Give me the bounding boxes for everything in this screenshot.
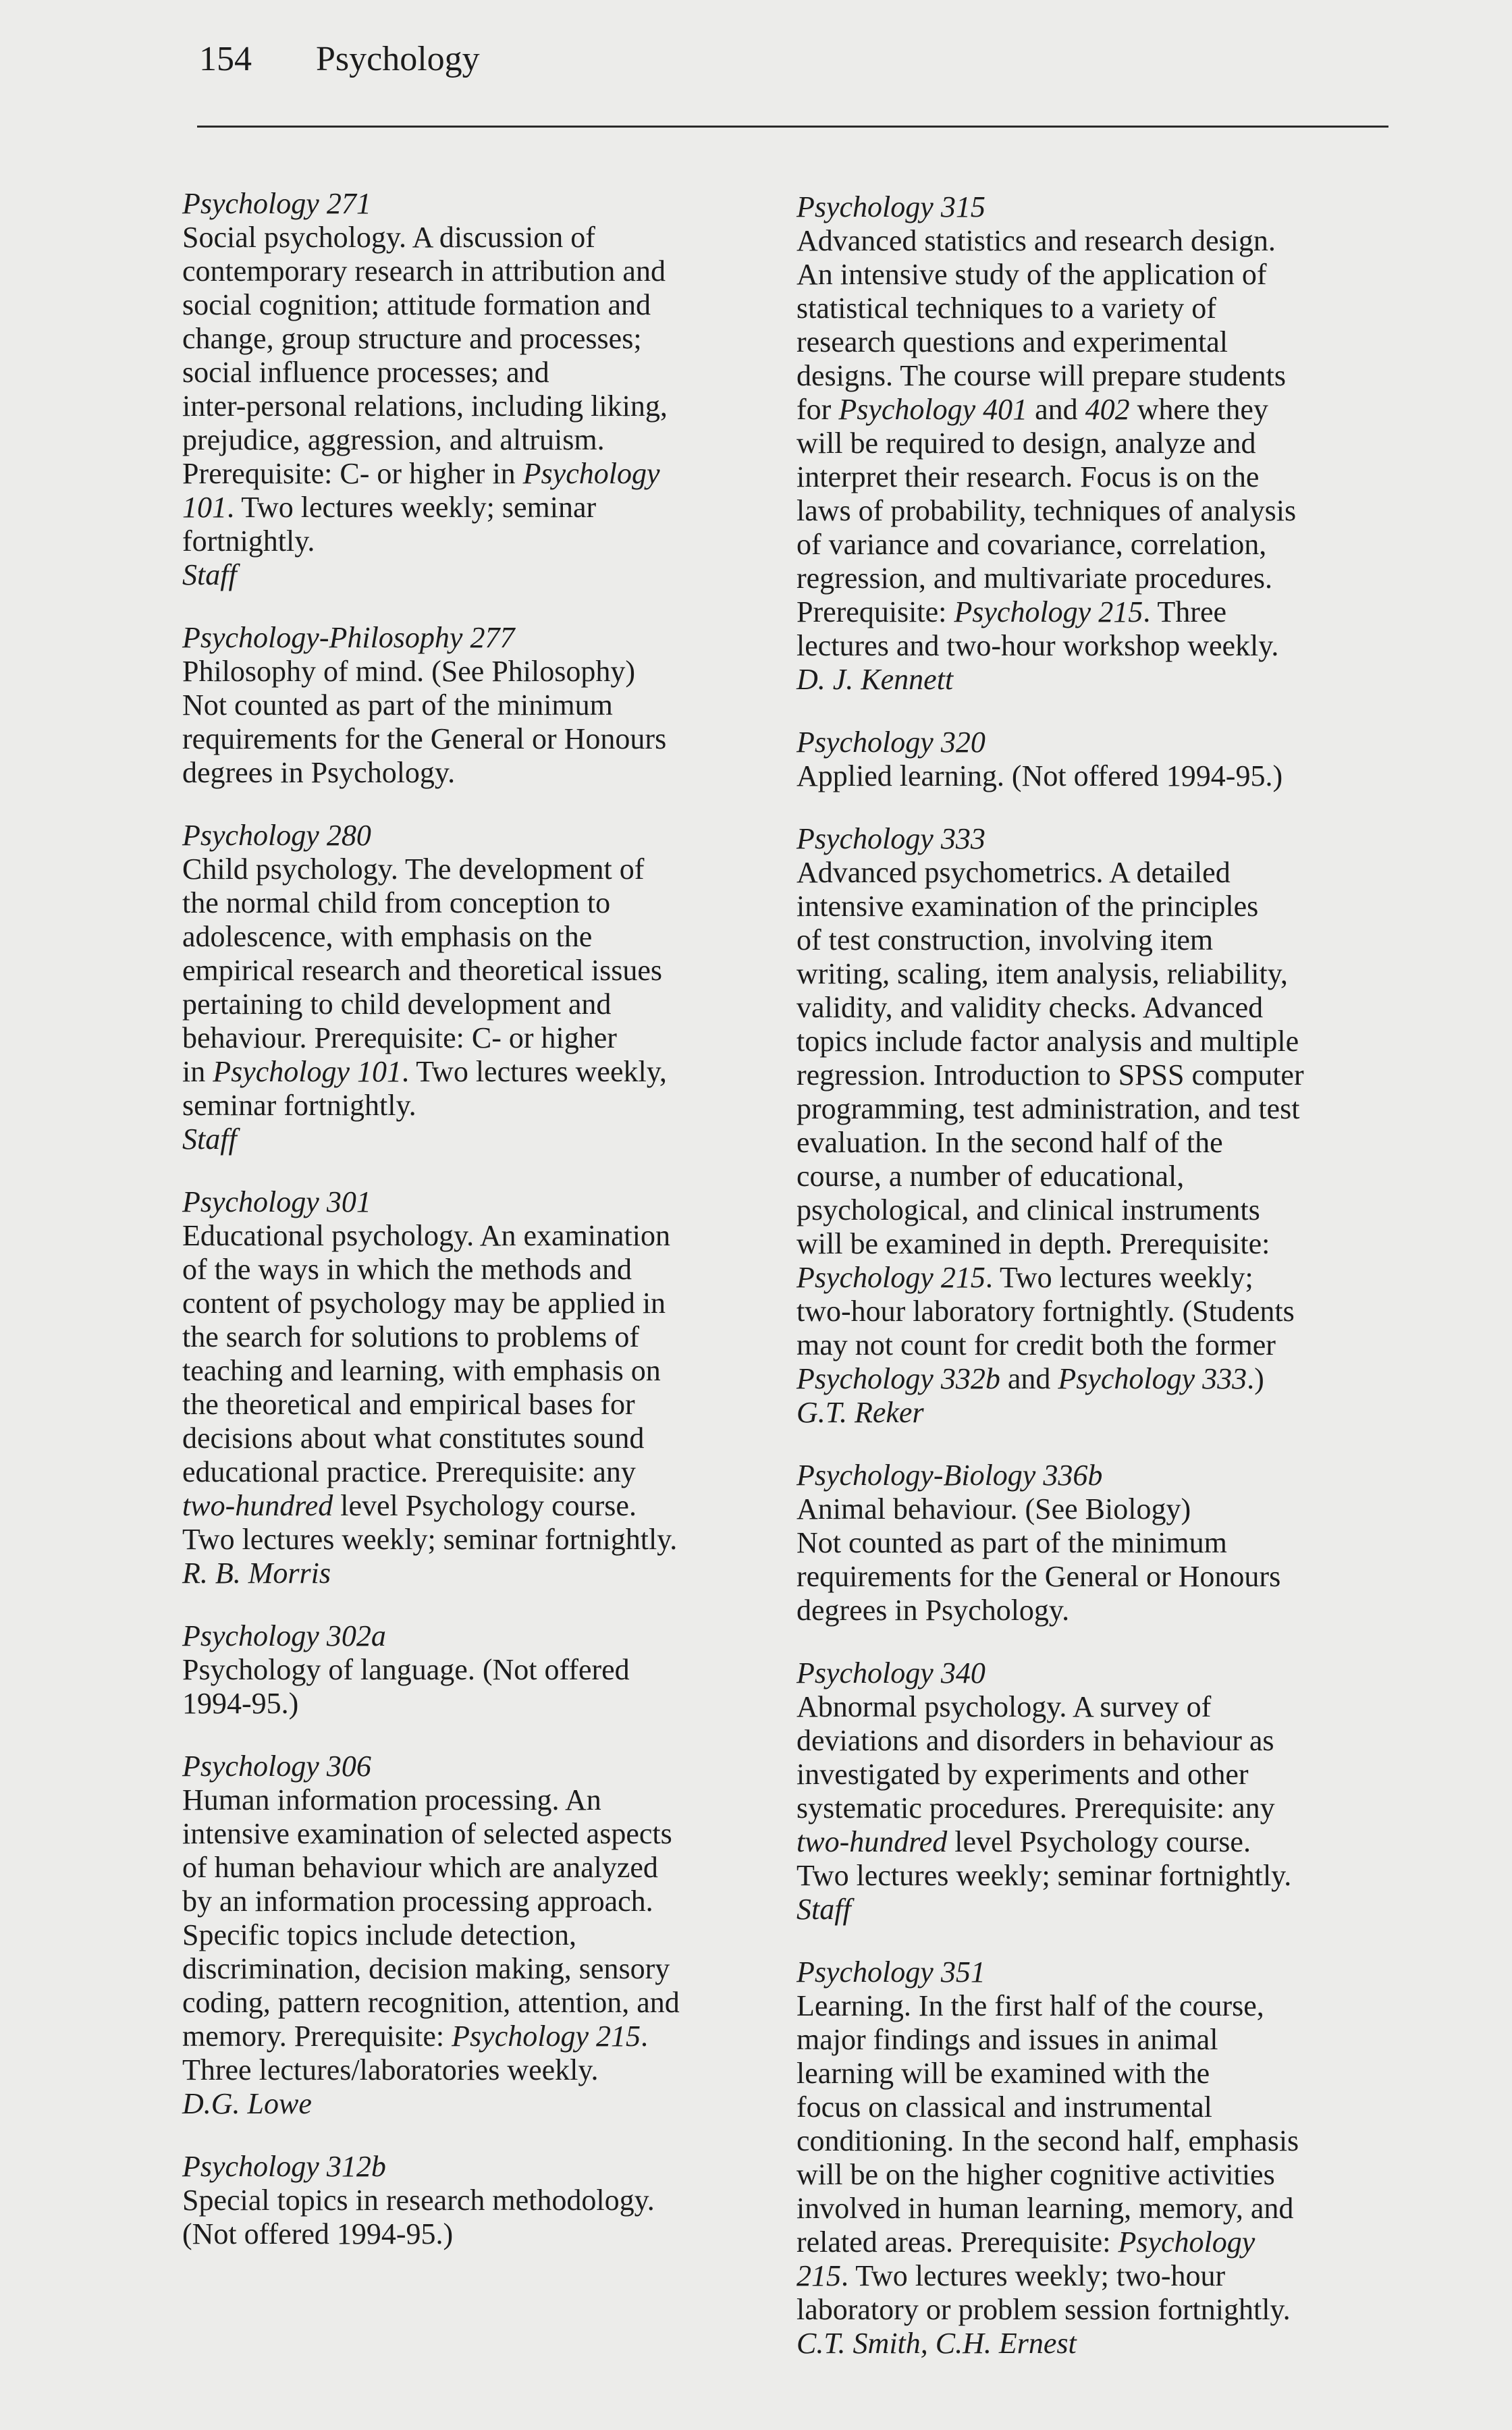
course-description: Philosophy of mind. (See Philosophy) Not counted as part of the minimum requirements for the General or Honours degrees in Psychology.	[182, 655, 667, 789]
course-description: Applied learning. (Not offered 1994-95.)	[796, 759, 1283, 792]
course-entry	[182, 819, 763, 1156]
course-reference: Psychology 215	[954, 595, 1143, 628]
course-description: Advanced statistics and research design. An intensive study of the application of statistical techniques to a variety of research questions and experimental designs. The course will prepare students for Psychology 401 and 402 where they will be required to design, analyze and interpret their research. Focus is on the laws of probability, techniques of analysis of variance and covariance, correlation, regression, and multivariate procedures. Prerequisite: Psychology 215. Three lectures and two-hour workshop weekly.	[796, 224, 1297, 662]
course-title: Psychology 320	[796, 726, 986, 759]
course-description: Abnormal psychology. A survey of deviations and disorders in behaviour as investigated by experiments and other systematic procedures. Prerequisite: any two-hundred level Psychology course. Two lectures weekly; seminar fortnightly.	[796, 1690, 1292, 1892]
course-description: Social psychology. A discussion of contemporary research in attribution and social cognition; attitude formation and change, group structure and processes; social influence processes; and inter-personal relations, including liking, prejudice, aggression, and altruism. Prerequisite: C- or higher in Psychology 101. Two lectures weekly; seminar fortnightly.	[182, 221, 668, 558]
course-reference: 215	[796, 2259, 841, 2292]
course-reference: Psychology	[522, 457, 660, 490]
course-title: Psychology 315	[796, 190, 986, 223]
course-title: Psychology 340	[796, 1656, 986, 1690]
course-reference: two-hundred	[796, 1825, 948, 1858]
course-instructor: D.G. Lowe	[182, 2087, 312, 2120]
course-instructor: R. B. Morris	[182, 1557, 331, 1590]
course-entry	[796, 1955, 1377, 2360]
course-entry	[796, 1459, 1377, 1627]
course-description: Human information processing. An intensive examination of selected aspects of human behaviour which are analyzed by an information processing approach. Specific topics include detection, discrimination, decision making, sensory coding, pattern recognition, attention, and memory. Prerequisite: Psychology 215. Three lectures/laboratories weekly.	[182, 1783, 680, 2086]
course-reference: Psychology 401	[838, 393, 1028, 426]
section-title: Psychology	[316, 40, 480, 78]
left-column	[182, 187, 763, 2280]
page-number: 154	[199, 40, 252, 78]
right-column	[796, 190, 1377, 2390]
course-reference: Psychology 333	[1058, 1362, 1247, 1395]
course-description: Educational psychology. An examination of the ways in which the methods and content of psychology may be applied in the search for solutions to problems of teaching and learning, with emphasis on the theoretical and empirical bases for decisions about what constitutes sound educational practice. Prerequisite: any two-hundred level Psychology course. Two lectures weekly; seminar fortnightly.	[182, 1219, 678, 1556]
course-description: Animal behaviour. (See Biology) Not counted as part of the minimum requirements for the General or Honours degrees in Psychology.	[796, 1492, 1281, 1627]
course-instructor: D. J. Kennett	[796, 663, 954, 696]
course-entry	[182, 1185, 763, 1590]
course-entry	[182, 1750, 763, 2121]
course-title: Psychology 280	[182, 819, 371, 852]
course-title: Psychology 302a	[182, 1619, 386, 1652]
course-reference: Psychology 332b	[796, 1362, 1000, 1395]
page-header	[0, 0, 1512, 135]
course-entry	[796, 1656, 1377, 1926]
course-instructor: Staff	[796, 1893, 851, 1926]
course-instructor: G.T. Reker	[796, 1396, 924, 1429]
course-description: Child psychology. The development of the normal child from conception to adolescence, with emphasis on the empirical research and theoretical issues pertaining to child development and behaviour. Prerequisite: C- or higher in Psychology 101. Two lectures weekly, seminar fortnightly.	[182, 853, 667, 1122]
course-title: Psychology-Biology 336b	[796, 1459, 1103, 1492]
course-entry	[182, 621, 763, 790]
course-entry	[796, 190, 1377, 697]
course-entry	[182, 187, 763, 592]
course-title: Psychology 271	[182, 187, 371, 220]
course-description: Learning. In the first half of the course, major findings and issues in animal learning will be examined with the focus on classical and instrumental conditioning. In the second half, emphasis will be on the higher cognitive activities involved in human learning, memory, and related areas. Prerequisite: Psychology 215. Two lectures weekly; two-hour laboratory or problem session fortnightly.	[796, 1989, 1299, 2326]
course-title: Psychology 301	[182, 1185, 371, 1218]
course-reference: Psychology	[1118, 2225, 1256, 2259]
course-instructor: Staff	[182, 1123, 237, 1156]
course-title: Psychology 312b	[182, 2150, 386, 2183]
course-title: Psychology 333	[796, 822, 986, 855]
course-title: Psychology-Philosophy 277	[182, 621, 515, 654]
course-entry	[182, 1619, 763, 1721]
course-title: Psychology 306	[182, 1750, 371, 1783]
course-reference: Psychology 101	[213, 1055, 402, 1088]
course-reference: 402	[1085, 393, 1130, 426]
course-description: Advanced psychometrics. A detailed intensive examination of the principles of test construction, involving item writing, scaling, item analysis, reliability, validity, and validity checks. Advanced topics include factor analysis and multiple regression. Introduction to SPSS computer programming, test administration, and test evaluation. In the second half of the course, a number of educational, psychological, and clinical instruments will be examined in depth. Prerequisite: Psychology 215. Two lectures weekly; two-hour laboratory fortnightly. (Students may not count for credit both the former Psychology 332b and Psychology 333.)	[796, 856, 1304, 1395]
course-reference: Psychology 215	[796, 1261, 986, 1294]
course-instructor: Staff	[182, 558, 237, 591]
course-reference: two-hundred	[182, 1489, 333, 1522]
course-entry	[182, 2150, 763, 2251]
course-description: Psychology of language. (Not offered 1994-95.)	[182, 1653, 630, 1720]
course-title: Psychology 351	[796, 1955, 986, 1989]
header-rule	[197, 126, 1388, 128]
course-instructor: C.T. Smith, C.H. Ernest	[796, 2327, 1077, 2360]
course-entry	[796, 726, 1377, 793]
course-reference: 101	[182, 491, 227, 524]
course-description: Special topics in research methodology. (Not offered 1994-95.)	[182, 2184, 655, 2250]
course-entry	[796, 822, 1377, 1430]
course-reference: Psychology 215	[452, 2020, 641, 2053]
